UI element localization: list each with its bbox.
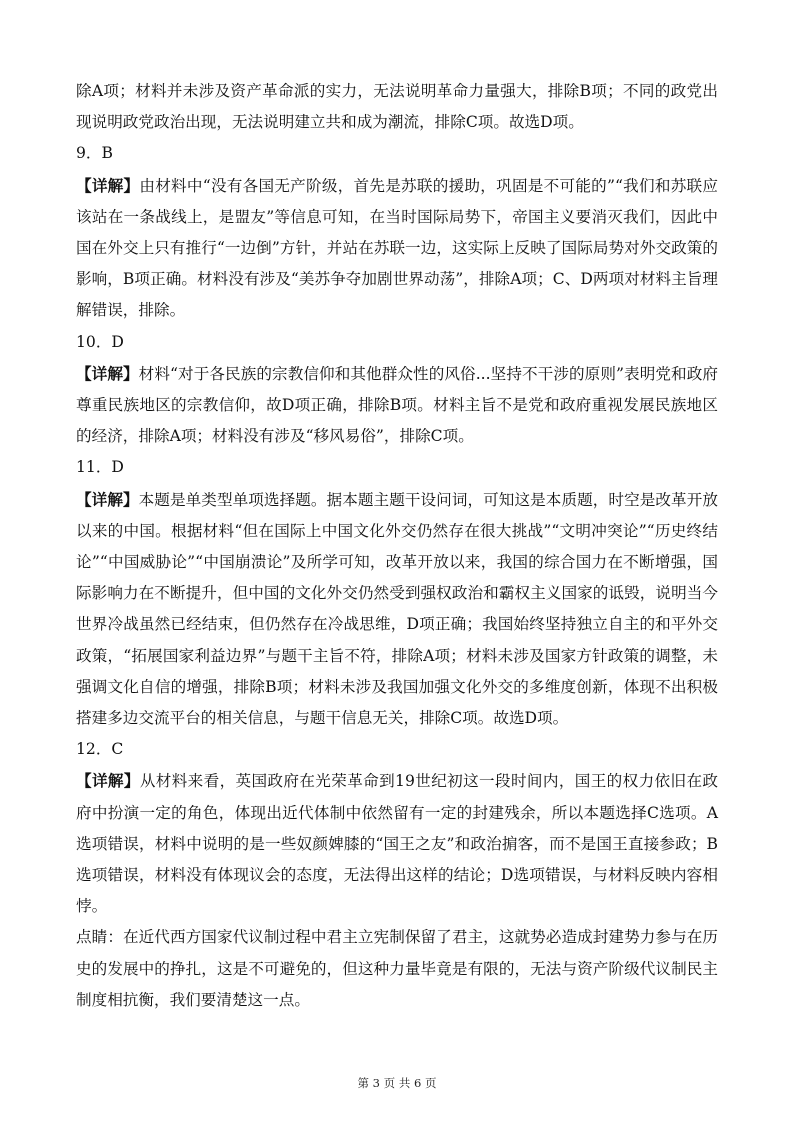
detail-text: 本题是单类型单项选择题。据本题主题干设问词，可知这是本质题，时空是改革开放以来的中国。根据材料“但在国际上中国文化外交仍然存在很大挑战”“文明冲突论”“历史终结论”“中国威胁论”“中国崩溃论”及所学可知，改革开放以来，我国的综合国力在不断增强，国际影响力在不断提升，但中国的文化外交仍然受到强权政治和霸权主义国家的诋毁，说明当今世界冷战虽然已经结束，但仍然存在冷战思维，D项正确；我国始终坚持独立自主的和平外交政策，“拓展国家利益边界”与题干主旨不符，排除A项；材料未涉及国家方针政策的调整，未强调文化自信的增强，排除B项；材料未涉及我国加强文化外交的多维度创新，体现不出积极搭建多边交流平台的相关信息，与题干信息无关，排除C项。故选D项。 bbox=[76, 490, 718, 728]
question-number-11: 11．D bbox=[76, 458, 124, 477]
note-paragraph: 点睛：在近代西方国家代议制过程中君主立宪制保留了君主，这就势必造成封建势力参与在历史的发展中的挣扎，这是不可避免的，但这种力量毕竟是有限的，无法与资产阶级代议制民主制度相抗衡，我们要清楚这一点。 bbox=[76, 928, 718, 1009]
answer-detail-9 bbox=[76, 170, 718, 327]
intro-paragraph: 除A项；材料并未涉及资产革命派的实力，无法说明革命力量强大，排除B项；不同的政党出现说明政党政治出现，无法说明建立共和成为潮流，排除C项。故选D项。 bbox=[76, 82, 718, 132]
detail-tag: 【详解】 bbox=[76, 771, 140, 791]
answer-detail-10 bbox=[76, 358, 718, 453]
detail-text: 从材料来看，英国政府在光荣革命到19世纪初这一段时间内，国王的权力依旧在政府中扮演一定的角色，体现出近代体制中依然留有一定的封建残余，所以本题选择C选项。A选项错误，材料中说明的是一些奴颜婢膝的“国王之友”和政治掮客，而不是国王直接参政；B选项错误，材料没有体现议会的态度，无法得出这样的结论；D选项错误，与材料反映内容相悖。 bbox=[76, 772, 718, 916]
question-number-10: 10．D bbox=[76, 332, 124, 351]
answer-detail-11 bbox=[76, 484, 718, 735]
detail-tag: 【详解】 bbox=[76, 489, 139, 509]
detail-tag: 【详解】 bbox=[76, 363, 139, 383]
page-content bbox=[76, 76, 718, 1016]
detail-text: 材料“对于各民族的宗教信仰和其他群众性的风俗...坚持不干涉的原则”表明党和政府尊重民族地区的宗教信仰，故D项正确，排除B项。材料主旨不是党和政府重视发展民族地区的经济，排除A项；材料没有涉及“移风易俗”，排除C项。 bbox=[76, 364, 718, 446]
detail-text: 由材料中“没有各国无产阶级，首先是苏联的援助，巩固是不可能的”“我们和苏联应该站在一条战线上，是盟友”等信息可知，在当时国际局势下，帝国主义要消灭我们，因此中国在外交上只有推行“一边倒”方针，并站在苏联一边，这实际上反映了国际局势对外交政策的影响，B项正确。材料没有涉及“美苏争夺加剧世界动荡”，排除A项；C、D两项对材料主旨理解错误，排除。 bbox=[76, 176, 718, 320]
question-number-12: 12．C bbox=[76, 740, 124, 759]
question-number-9: 9．B bbox=[76, 144, 113, 163]
detail-tag: 【详解】 bbox=[76, 175, 140, 195]
page-footer: 第 3 页 共 6 页 bbox=[357, 1076, 437, 1090]
answer-detail-12 bbox=[76, 765, 718, 922]
